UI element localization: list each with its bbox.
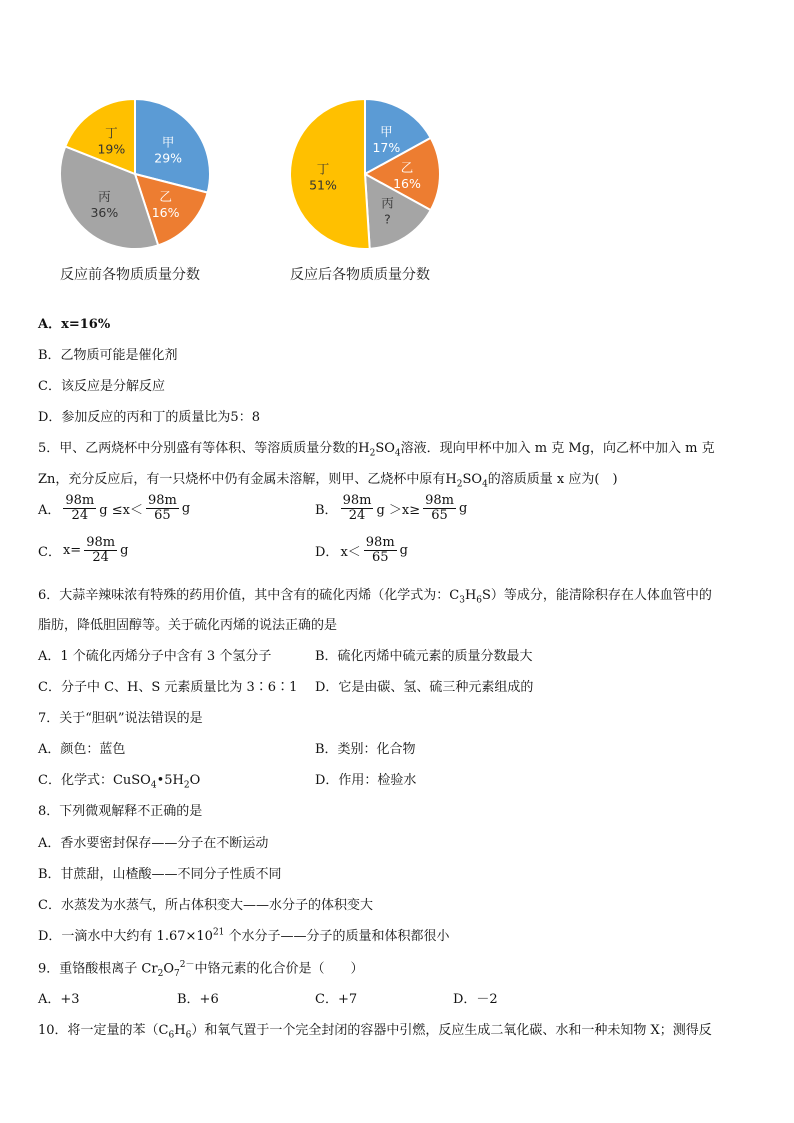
q8-stem: 8．下列微观解释不正确的是 [38, 804, 203, 819]
pie-chart-after [280, 92, 450, 257]
pie-slice-name-label: 甲 [380, 123, 393, 139]
q4-option-d: D．参加反应的丙和丁的质量比为5：8 [38, 410, 260, 425]
q6-option-c: C．分子中 C、H、S 元素质量比为 3∶6∶1 [38, 680, 298, 695]
pie-slice-name-label: 乙 [400, 160, 414, 175]
q5-option-b: B． $\frac{98m}{24}$ g ＞x≥ $\frac{98m}{65}$ g [315, 493, 468, 523]
q8-option-d: D．一滴水中大约有 $1.67\times 10^{21}$ 个水分子——分子的质量和体积都很小 [38, 927, 450, 944]
pie-chart-after-caption: 反应后各物质质量分数 [290, 267, 430, 283]
pie-slice-value-label: 16% [393, 176, 421, 191]
pie-slice-value-label: 17% [372, 139, 401, 155]
q5-stem-line2: Zn，充分反应后，有一只烧杯中仍有金属未溶解，则甲、乙烧杯中原有$H_2SO_4$的溶质质量 x 应为( ) [38, 472, 618, 490]
q7-option-b: B．类别：化合物 [315, 742, 416, 757]
q9-stem: 9．重铬酸根离子 $Cr_2O_7^{2-}$中铬元素的化合价是（ ） [38, 960, 364, 979]
q8-option-b: B．甘蔗甜，山楂酸——不同分子性质不同 [38, 867, 282, 882]
q10-stem: 10．将一定量的苯$(C_6H_6)$和氧气置于一个完全封闭的容器中引燃，反应生成二氧化碳、水和一种未知物 X；测得反 [38, 1023, 712, 1041]
q9-option-a: A．+3 [38, 992, 80, 1007]
pie-slice-value-label: 16% [151, 204, 180, 220]
q8-option-c: C．水蒸发为水蒸气，所占体积变大——水分子的体积变大 [38, 898, 373, 913]
q9-option-b: B．+6 [177, 992, 219, 1007]
q5-stem-line1: 5．甲、乙两烧杯中分别盛有等体积、等溶质质量分数的$H_2SO_4$溶液．现向甲杯中加入 m 克 Mg，向乙杯中加入 m 克 [38, 441, 715, 459]
pie-slice-name-label: 丙 [98, 188, 111, 204]
q6-stem-line1: 6．大蒜辛辣味浓有特殊的药用价值，其中含有的硫化丙烯（化学式为：$C_3H_6S$）等成分，能清除积存在人体血管中的 [38, 588, 712, 606]
q5-option-c: C． x= $\frac{98m}{24}$ g [38, 535, 129, 565]
q6-option-b: B．硫化丙烯中硫元素的质量分数最大 [315, 649, 533, 664]
q6-option-a: A．1 个硫化丙烯分子中含有 3 个氢分子 [38, 649, 272, 664]
q9-option-c: C．+7 [315, 992, 358, 1007]
q5-option-a: A． $\frac{98m}{24}$ g ≤x＜ $\frac{98m}{65}$ g [38, 493, 191, 523]
q9-option-d: D．－2 [453, 992, 498, 1007]
q6-option-d: D．它是由碳、氢、硫三种元素组成的 [315, 680, 534, 695]
q6-stem-line2: 脂肪，降低胆固醇等。关于硫化丙烯的说法正确的是 [38, 618, 338, 633]
q7-option-a: A．颜色：蓝色 [38, 742, 126, 757]
q5-option-d: D． x＜ $\frac{98m}{65}$ g [315, 535, 408, 565]
pie-slice-value-label: ? [384, 211, 391, 227]
pie-slice-value-label: 29% [154, 150, 183, 166]
pie-slice-丁 [290, 99, 370, 249]
pie-slice-name-label: 丙 [381, 195, 394, 211]
q4-option-c: C．该反应是分解反应 [38, 379, 165, 394]
q7-stem: 7．关于“胆矾”说法错误的是 [38, 711, 203, 726]
pie-slice-name-label: 丁 [105, 125, 118, 141]
q7-option-c: C．化学式：$CuSO_4•5H_2O$ [38, 773, 201, 791]
q8-option-a: A．香水要密封保存——分子在不断运动 [38, 836, 269, 851]
pie-chart-before-caption: 反应前各物质质量分数 [60, 267, 200, 283]
pie-slice-name-label: 乙 [159, 188, 172, 204]
pie-slice-value-label: 36% [90, 204, 119, 220]
pie-slice-name-label: 甲 [161, 134, 175, 150]
q4-option-a: A．x=16% [38, 317, 111, 332]
pie-chart-before [50, 92, 220, 257]
q4-option-b: B．乙物质可能是催化剂 [38, 348, 178, 363]
q7-option-d: D．作用：检验水 [315, 773, 417, 788]
pie-slice-value-label: 51% [309, 177, 337, 193]
pie-slice-value-label: 19% [97, 141, 126, 157]
pie-slice-name-label: 丁 [316, 161, 330, 177]
